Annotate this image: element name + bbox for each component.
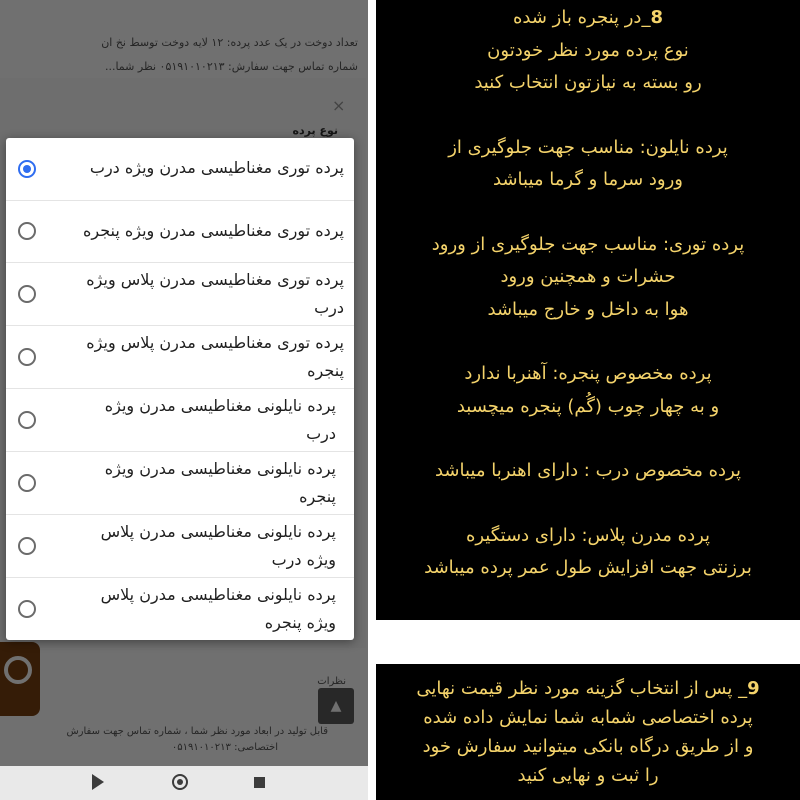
- option-label: ویژه پنجره: [264, 613, 336, 632]
- step-text: پرده مخصوص پنجره: آهنربا ندارد: [464, 363, 712, 384]
- step-text: برزنتی جهت افزایش طول عمر پرده میباشد: [424, 557, 752, 578]
- radio-icon[interactable]: [18, 222, 36, 240]
- step-text: را ثبت و نهایی کنید: [517, 765, 659, 786]
- option-0[interactable]: [6, 138, 354, 201]
- option-label: پنجره: [307, 361, 344, 380]
- option-label: پرده توری مغناطیسی مدرن پلاس ویژه: [86, 270, 344, 289]
- step-text: پرده مخصوص درب : دارای اهنربا میباشد: [434, 460, 742, 481]
- option-label: پرده توری مغناطیسی مدرن ویژه پنجره: [82, 221, 344, 240]
- option-label: درب: [306, 424, 336, 443]
- radio-icon[interactable]: [18, 285, 36, 303]
- option-2[interactable]: [6, 262, 354, 326]
- step-text: نوع پرده مورد نظر خودتون: [487, 39, 689, 61]
- back-icon[interactable]: [92, 774, 104, 790]
- option-label: پرده توری مغناطیسی مدرن پلاس ویژه: [86, 333, 344, 352]
- option-3[interactable]: [6, 325, 354, 389]
- step-number: 8: [650, 7, 663, 28]
- step-text: و به چهار چوب (گُم) پنجره میچسبد: [456, 395, 720, 417]
- step-text: رو بسته به نیازتون انتخاب کنید: [474, 72, 702, 93]
- step-text: _ پس از انتخاب گزینه مورد نظر قیمت نهایی: [416, 678, 748, 699]
- option-4[interactable]: [6, 388, 354, 452]
- step-text: پرده توری: مناسب جهت جلوگیری از ورود: [431, 233, 745, 255]
- recent-apps-icon[interactable]: [254, 777, 265, 788]
- option-1[interactable]: [6, 200, 354, 263]
- spacer: [376, 197, 800, 229]
- curtain-type-dialog: [6, 138, 354, 640]
- radio-icon[interactable]: [18, 348, 36, 366]
- option-label: پرده نایلونی مغناطیسی مدرن ویژه: [104, 459, 336, 478]
- home-icon[interactable]: [172, 774, 188, 790]
- spacer: [376, 100, 800, 132]
- step-text: حشرات و همچنین ورود: [500, 266, 676, 287]
- phone-screenshot: [0, 0, 368, 800]
- spacer: [376, 423, 800, 455]
- option-label: پرده نایلونی مغناطیسی مدرن ویژه: [104, 396, 336, 415]
- step-text: پرده مدرن پلاس: دارای دستگیره: [465, 524, 711, 546]
- option-label: پنجره: [299, 487, 336, 506]
- step-text: پرده نایلون: مناسب جهت جلوگیری از: [448, 136, 728, 158]
- step-8-heading: [376, 2, 800, 35]
- option-label: پرده نایلونی مغناطیسی مدرن پلاس: [100, 522, 336, 541]
- option-5[interactable]: [6, 451, 354, 515]
- android-nav-bar: [0, 766, 368, 800]
- radio-icon[interactable]: [18, 411, 36, 429]
- step-9-heading: [376, 674, 800, 703]
- option-label: ویژه درب: [271, 550, 336, 569]
- radio-icon[interactable]: [18, 600, 36, 618]
- spacer: [376, 488, 800, 520]
- step-text: پرده اختصاصی شمابه شما نمایش داده شده: [423, 707, 753, 728]
- option-7[interactable]: [6, 577, 354, 640]
- step-text: ورود سرما و گرما میباشد: [493, 169, 683, 190]
- step-9-panel: [376, 664, 800, 800]
- radio-selected-icon[interactable]: [18, 160, 36, 178]
- option-label: پرده نایلونی مغناطیسی مدرن پلاس: [100, 585, 336, 604]
- radio-icon[interactable]: [18, 537, 36, 555]
- spacer: [376, 326, 800, 358]
- step-8-panel: [376, 0, 800, 620]
- step-text: _در پنجره باز شده: [513, 7, 651, 28]
- step-text: و از طریق درگاه بانکی میتوانید سفارش خود: [422, 736, 754, 757]
- option-label: درب: [314, 298, 344, 317]
- step-number: 9: [747, 678, 760, 699]
- radio-icon[interactable]: [18, 474, 36, 492]
- option-6[interactable]: [6, 514, 354, 578]
- step-text: هوا به داخل و خارج میباشد: [487, 298, 689, 320]
- option-label: پرده توری مغناطیسی مدرن ویژه درب: [89, 158, 344, 177]
